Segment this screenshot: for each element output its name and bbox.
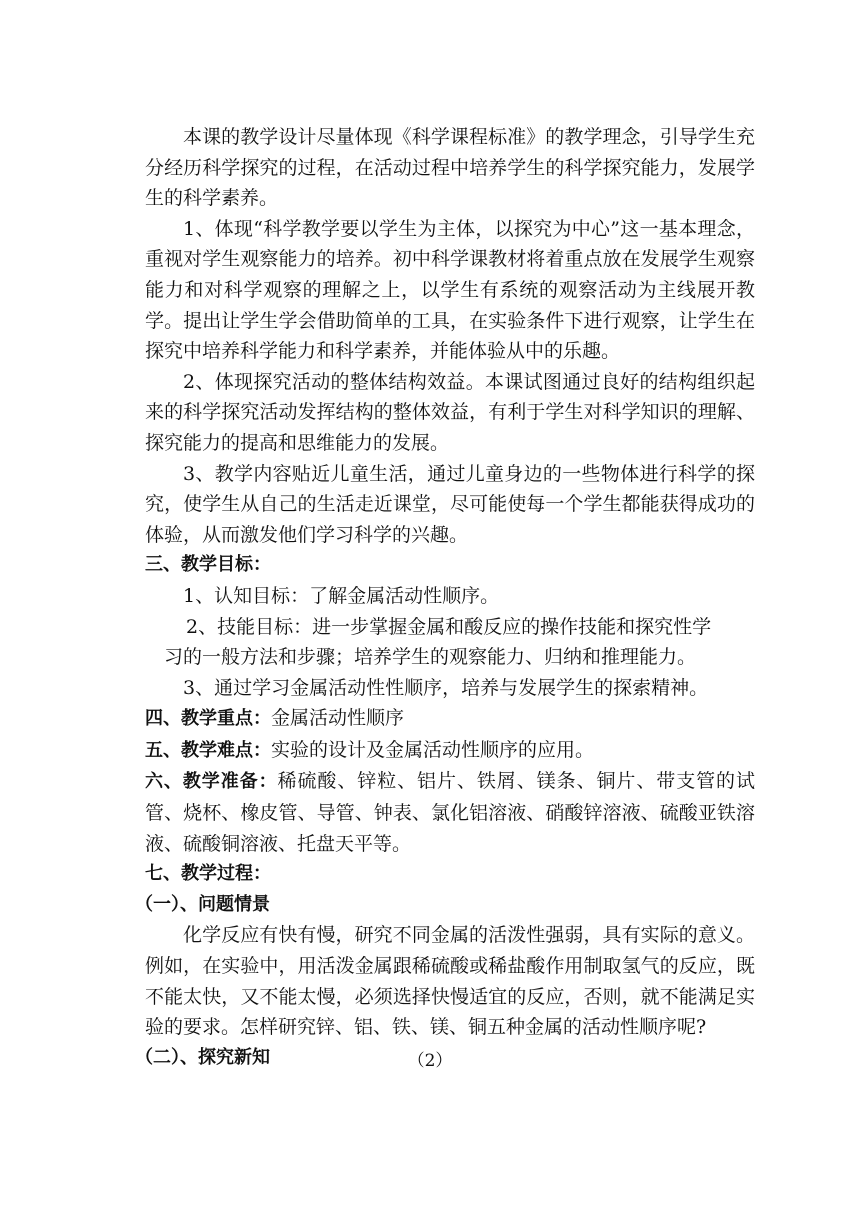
preparation-label: 六、教学准备：	[145, 771, 278, 793]
section-heading-objectives: 三、教学目标：	[145, 554, 271, 576]
key-points-label: 四、教学重点：	[145, 708, 271, 730]
design-point-2: 2、体现探究活动的整体结构效益。本课试图通过良好的结构组织起来的科学探究活动发挥结构的整体效益，有利于学生对科学知识的理解、探究能力的提高和思维能力的发展。	[145, 370, 755, 454]
objective-cognitive: 1、认知目标：了解金属活动性顺序。	[183, 584, 500, 607]
objective-skills	[145, 612, 755, 673]
intro-paragraph: 本课的教学设计尽量体现《科学课程标准》的教学理念，引导学生充分经历科学探究的过程，在活动过程中培养学生的科学探究能力，发展学生的科学素养。	[145, 126, 755, 210]
preparation-text: 稀硫酸、锌粒、铝片、铁屑、镁条、铜片、带支管的试管、烧杯、橡皮管、导管、钟表、氯化铝溶液、硝酸锌溶液、硫酸亚铁溶液、硫酸铜溶液、托盘天平等。	[145, 770, 755, 855]
subsection-explore-new: （二）、探究新知	[135, 1046, 270, 1068]
difficulties-text: 实验的设计及金属活动性顺序的应用。	[271, 738, 595, 761]
subsection-problem-scenario: （一）、问题情景	[135, 893, 270, 915]
objective-attitude: 3、通过学习金属活动性性顺序，培养与发展学生的探索精神。	[183, 676, 709, 699]
objective-skills-line-1: 2、技能目标：进一步掌握金属和酸反应的操作技能和探究性学	[186, 615, 712, 638]
section-preparation	[145, 766, 755, 859]
objective-skills-line-2: 习的一般方法和步骤；培养学生的观察能力、归纳和推理能力。	[164, 646, 697, 669]
difficulties-label: 五、教学难点：	[145, 739, 271, 761]
document-body	[135, 122, 755, 1073]
key-points-text: 金属活动性顺序	[271, 707, 405, 730]
section-heading-process: 七、教学过程：	[145, 863, 271, 885]
section-difficulties	[145, 735, 755, 767]
design-point-3: 3、教学内容贴近儿童生活，通过儿童身边的一些物体进行科学的探究，使学生从自己的生活走近课堂，尽可能使每一个学生都能获得成功的体验，从而激发他们学习科学的兴趣。	[145, 462, 755, 546]
section-key-points	[145, 703, 755, 735]
problem-scenario-text: 化学反应有快有慢，研究不同金属的活泼性强弱，具有实际的意义。例如，在实验中，用活泼金属跟稀硫酸或稀盐酸作用制取氢气的反应，既不能太快，又不能太慢，必须选择快慢适宜的反应，否则，就不能满足实验的要求。怎样研究锌、铝、铁、镁、铜五种金属的活动性顺序呢?	[145, 924, 755, 1039]
design-point-1: 1、体现“科学教学要以学生为主体，以探究为中心”这一基本理念，重视对学生观察能力的培养。初中科学课教材将着重点放在发展学生观察能力和对科学观察的理解之上，以学生有系统的观察活动为主线展开教学。提出让学生学会借助简单的工具，在实验条件下进行观察，让学生在探究中培养科学能力和科学素养，并能体验从中的乐趣。	[145, 217, 755, 363]
page-number: （2）	[407, 1051, 453, 1071]
